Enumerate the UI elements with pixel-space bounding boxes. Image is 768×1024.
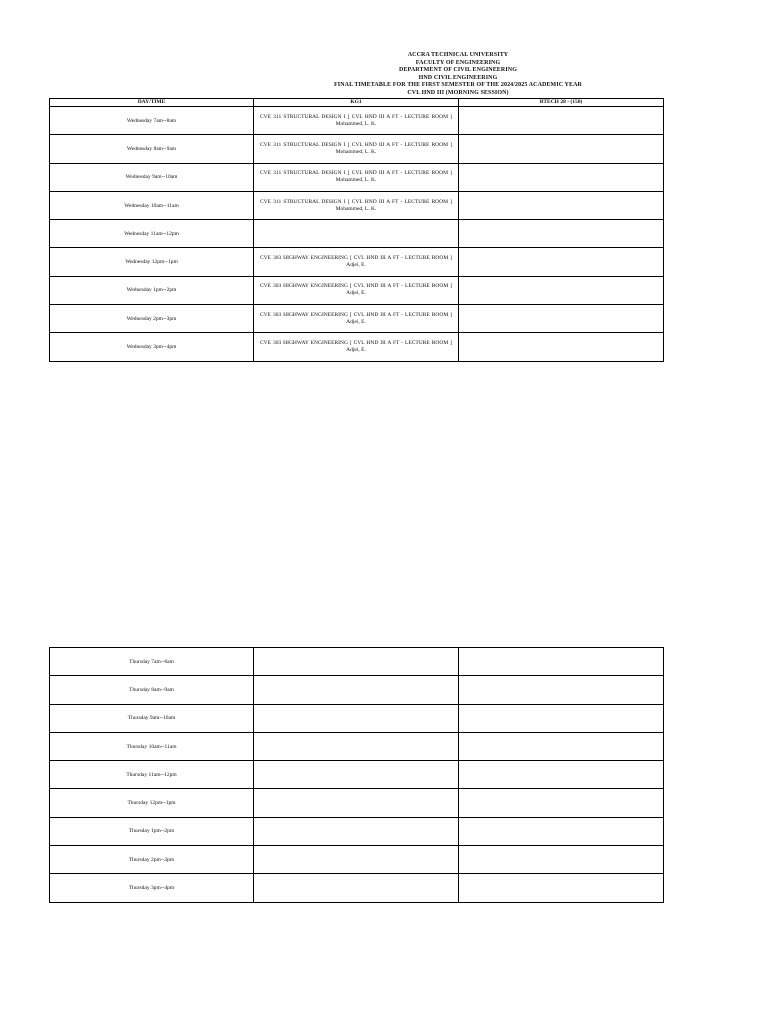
btech-cell [459, 276, 664, 304]
time-slot-cell: Wednesday 1pm--2pm [50, 276, 254, 304]
document-header [250, 52, 666, 97]
table-row [50, 648, 664, 676]
btech-cell [459, 333, 664, 361]
time-slot-cell: Thursday 7am--8am [50, 648, 254, 676]
university-name: ACCRA TECHNICAL UNIVERSITY [407, 52, 509, 58]
column-header-daytime: DAY/TIME [50, 99, 254, 107]
table-row [50, 276, 664, 304]
kg1-cell [254, 732, 459, 760]
kg1-cell [254, 163, 459, 191]
time-slot-cell: Wednesday 9am--10am [50, 163, 254, 191]
course-entry: CVE 311 STRUCTURAL DESIGN I [ CVL HND III A FT - LECTURE ROOM ] Mohammed, L. K. [260, 198, 452, 212]
kg1-cell [254, 107, 459, 135]
time-slot-cell: Wednesday 10am--11am [50, 191, 254, 219]
course-entry: CVE 303 HIGHWAY ENGINEERING [ CVL HND III A FT - LECTURE ROOM ] Adjei, E. [260, 283, 452, 297]
kg1-cell [254, 220, 459, 248]
btech-cell [459, 135, 664, 163]
column-header-btech: BTECH 28 - (150) [459, 99, 664, 107]
time-slot-cell: Thursday 2pm--3pm [50, 846, 254, 874]
table-row [50, 305, 664, 333]
btech-cell [459, 704, 664, 732]
time-slot-cell: Thursday 1pm--2pm [50, 817, 254, 845]
btech-cell [459, 676, 664, 704]
table-row [50, 846, 664, 874]
time-slot-cell: Thursday 8am--9am [50, 676, 254, 704]
btech-cell [459, 305, 664, 333]
time-slot-cell: Thursday 10am--11am [50, 732, 254, 760]
table-row [50, 732, 664, 760]
kg1-cell [254, 789, 459, 817]
kg1-cell [254, 846, 459, 874]
kg1-cell [254, 276, 459, 304]
btech-cell [459, 163, 664, 191]
table-row [50, 220, 664, 248]
kg1-cell [254, 191, 459, 219]
table-row [50, 704, 664, 732]
time-slot-cell: Wednesday 3pm--4pm [50, 333, 254, 361]
course-entry: CVE 303 HIGHWAY ENGINEERING [ CVL HND III A FT - LECTURE ROOM ] Adjei, E. [260, 311, 452, 325]
course-entry: CVE 311 STRUCTURAL DESIGN I [ CVL HND III A FT - LECTURE ROOM ] Mohammed, L. K. [260, 170, 452, 184]
table-row [50, 248, 664, 276]
time-slot-cell: Wednesday 8am--9am [50, 135, 254, 163]
table-row [50, 135, 664, 163]
time-slot-cell: Thursday 9am--10am [50, 704, 254, 732]
kg1-cell [254, 333, 459, 361]
btech-cell [459, 191, 664, 219]
timetable-title: FINAL TIMETABLE FOR THE FIRST SEMESTER OF THE 2024/2025 ACADEMIC YEAR [334, 82, 582, 88]
time-slot-cell: Wednesday 11am--12pm [50, 220, 254, 248]
time-slot-cell: Thursday 3pm--4pm [50, 874, 254, 902]
kg1-cell [254, 817, 459, 845]
table-row [50, 874, 664, 902]
time-slot-cell: Thursday 12pm--1pm [50, 789, 254, 817]
table-row [50, 191, 664, 219]
btech-cell [459, 732, 664, 760]
btech-cell [459, 761, 664, 789]
kg1-cell [254, 305, 459, 333]
btech-cell [459, 846, 664, 874]
kg1-cell [254, 874, 459, 902]
kg1-cell [254, 704, 459, 732]
programme-name: HND CIVIL ENGINEERING [418, 74, 498, 81]
column-header-kg1: KG1 [254, 99, 459, 107]
btech-cell [459, 648, 664, 676]
table-row [50, 163, 664, 191]
table-row [50, 817, 664, 845]
faculty-name: FACULTY OF ENGINEERING [415, 59, 501, 66]
wednesday-timetable [49, 98, 664, 362]
time-slot-cell: Wednesday 7am--8am [50, 107, 254, 135]
course-entry: CVE 303 HIGHWAY ENGINEERING [ CVL HND III A FT - LECTURE ROOM ] Adjei, E. [260, 255, 452, 269]
btech-cell [459, 107, 664, 135]
kg1-cell [254, 676, 459, 704]
table-row [50, 107, 664, 135]
course-entry: CVE 303 HIGHWAY ENGINEERING [ CVL HND III A FT - LECTURE ROOM ] Adjei, E. [260, 340, 452, 354]
btech-cell [459, 817, 664, 845]
thursday-timetable [49, 647, 664, 903]
btech-cell [459, 220, 664, 248]
kg1-cell [254, 248, 459, 276]
kg1-cell [254, 648, 459, 676]
time-slot-cell: Thursday 11am--12pm [50, 761, 254, 789]
time-slot-cell: Wednesday 2pm--3pm [50, 305, 254, 333]
table-row [50, 676, 664, 704]
kg1-cell [254, 761, 459, 789]
table-row [50, 333, 664, 361]
btech-cell [459, 789, 664, 817]
department-name: DEPARTMENT OF CIVIL ENGINEERING [399, 67, 517, 73]
time-slot-cell: Wednesday 12pm--1pm [50, 248, 254, 276]
table-row [50, 789, 664, 817]
kg1-cell [254, 135, 459, 163]
course-entry: CVE 311 STRUCTURAL DESIGN I [ CVL HND III A FT - LECTURE ROOM ] Mohammed, L. K. [260, 141, 452, 155]
btech-cell [459, 874, 664, 902]
session-name: CVL HND III (MORNING SESSION) [407, 89, 509, 96]
table-header-row [50, 99, 664, 107]
course-entry: CVE 311 STRUCTURAL DESIGN I [ CVL HND III A FT - LECTURE ROOM ] Mohammed, L. K. [260, 113, 452, 127]
table-row [50, 761, 664, 789]
btech-cell [459, 248, 664, 276]
